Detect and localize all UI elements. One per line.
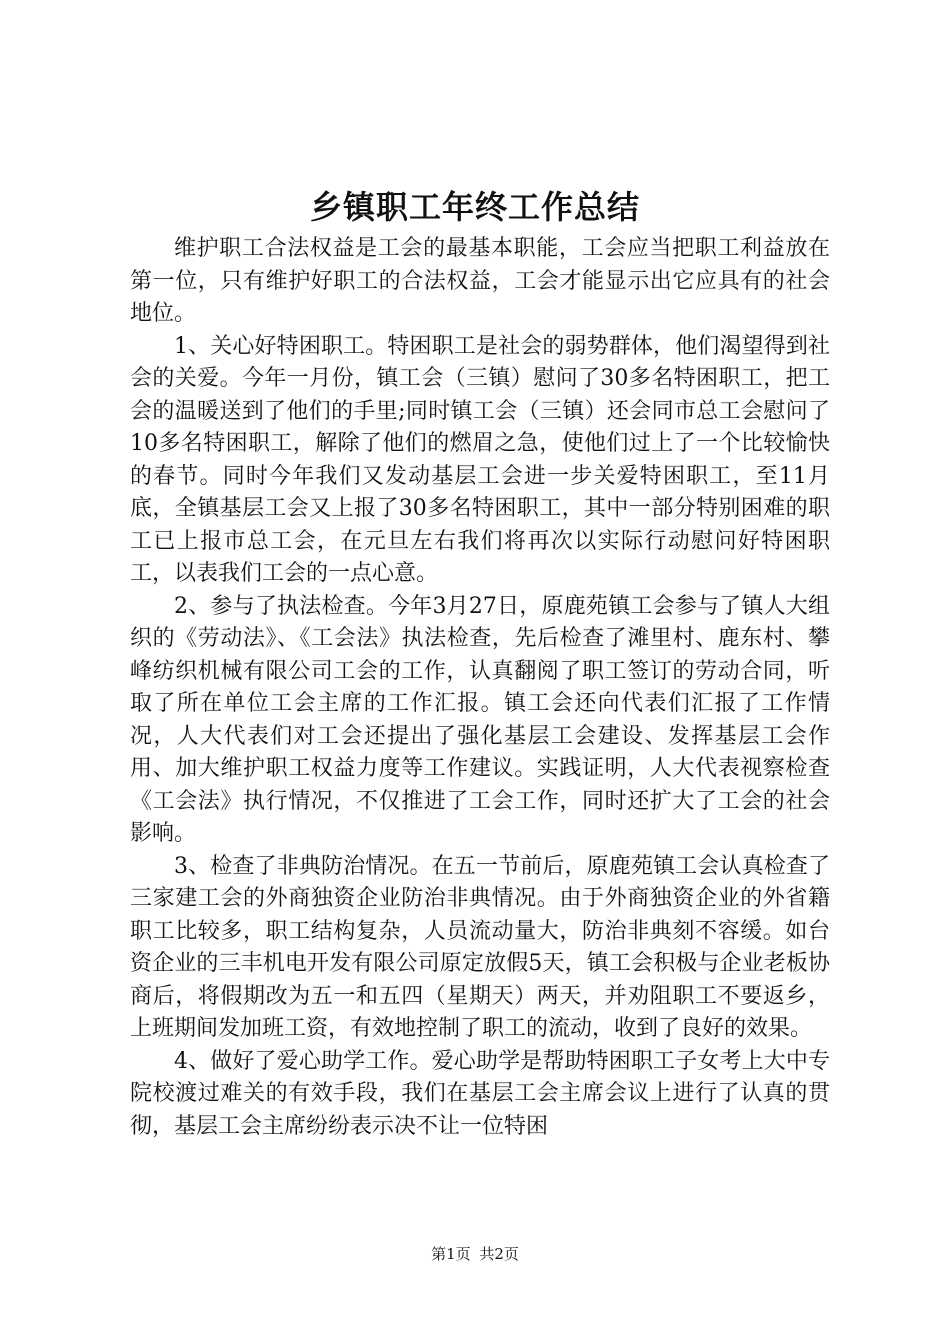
paragraph-1: 1、关心好特困职工。特困职工是社会的弱势群体，他们渴望得到社会的关爱。今年一月份，镇工会（三镇）慰问了30多名特困职工，把工会的温暖送到了他们的手里;同时镇工会（三镇）还会同市总工会慰问了10多名特困职工，解除了他们的燃眉之急，使他们过上了一个比较愉快的春节。同时今年我们又发动基层工会进一步关爱特困职工，至11月底，全镇基层工会又上报了30多名特困职工，其中一部分特别困难的职工已上报市总工会，在元旦左右我们将再次以实际行动慰问好特困职工，以表我们工会的一点心意。 (130, 333, 830, 586)
document-title: 乡镇职工年终工作总结 (309, 188, 640, 226)
document-body (130, 233, 830, 1143)
paragraph-intro: 维护职工合法权益是工会的最基本职能，工会应当把职工利益放在第一位，只有维护好职工的合法权益，工会才能显示出它应具有的社会地位。 (130, 236, 830, 326)
page-number: 第1页 (431, 1245, 471, 1263)
page-footer (0, 1244, 950, 1264)
paragraph-4: 4、做好了爱心助学工作。爱心助学是帮助特困职工子女考上大中专院校渡过难关的有效手段，我们在基层工会主席会议上进行了认真的贯彻，基层工会主席纷纷表示决不让一位特困 (130, 1048, 830, 1139)
page-total: 共2页 (479, 1245, 519, 1263)
paragraph-2: 2、参与了执法检查。今年3月27日，原鹿苑镇工会参与了镇人大组织的《劳动法》、《工会法》执法检查，先后检查了滩里村、鹿东村、攀峰纺织机械有限公司工会的工作，认真翻阅了职工签订的劳动合同，听取了所在单位工会主席的工作汇报。镇工会还向代表们汇报了工作情况，人大代表们对工会还提出了强化基层工会建设、发挥基层工会作用、加大维护职工权益力度等工作建议。实践证明，人大代表视察检查《工会法》执行情况，不仅推进了工会工作，同时还扩大了工会的社会影响。 (130, 593, 830, 846)
paragraph-3: 3、检查了非典防治情况。在五一节前后，原鹿苑镇工会认真检查了三家建工会的外商独资企业防治非典情况。由于外商独资企业的外省籍职工比较多，职工结构复杂，人员流动量大，防治非典刻不容缓。如台资企业的三丰机电开发有限公司原定放假5天，镇工会积极与企业老板协商后，将假期改为五一和五四（星期天）两天，并劝阻职工不要返乡，上班期间发加班工资，有效地控制了职工的流动，收到了良好的效果。 (130, 853, 830, 1041)
